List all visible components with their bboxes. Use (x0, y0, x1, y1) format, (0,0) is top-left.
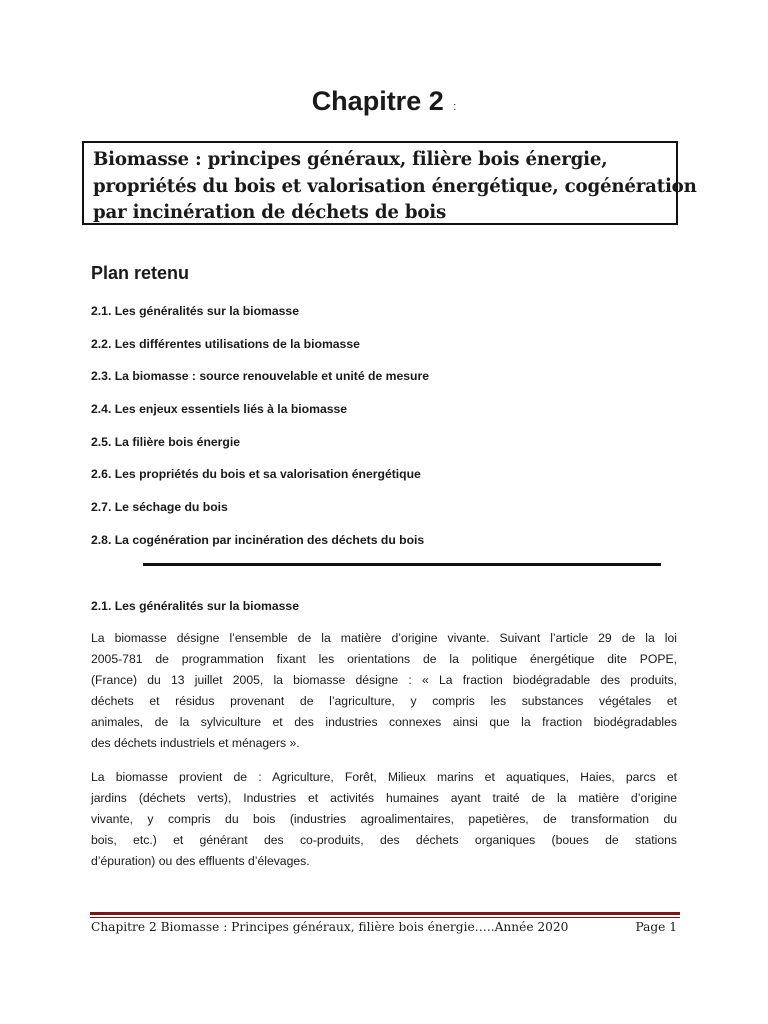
chapter-title-colon: : (453, 101, 457, 113)
chapter-title (0, 86, 768, 117)
paragraph-line: vivante, y compris du bois (industries agroalimentaires, papetières, de transformation du (91, 812, 677, 826)
paragraph-line: d’épuration) ou des effluents d’élevages. (91, 854, 310, 868)
paragraph-line: bois, etc.) et générant des co-produits, des déchets organiques (boues de stations (91, 833, 677, 847)
paragraph-line: 2005-781 de programmation fixant les orientations de la politique énergétique dite POPE, (91, 652, 677, 666)
paragraph-line: La biomasse provient de : Agriculture, Forêt, Milieux marins et aquatiques, Haies, parcs et (91, 770, 677, 784)
subject-line: propriétés du bois et valorisation énergétique, cogénération (93, 175, 697, 197)
paragraph-line: animales, de la sylviculture et des industries connexes ainsi que la fraction biodégradables (91, 715, 677, 729)
plan-title: Plan retenu (91, 263, 190, 283)
plan-item: 2.6. Les propriétés du bois et sa valorisation énergétique (91, 467, 421, 482)
plan-item: 2.2. Les différentes utilisations de la biomasse (91, 336, 360, 351)
subject-line: par incinération de déchets de bois (93, 202, 447, 223)
plan-item: 2.1. Les généralités sur la biomasse (91, 304, 299, 318)
plan-item: 2.8. La cogénération par incinération des déchets du bois (91, 532, 425, 547)
paragraph-biomass-definition (91, 628, 677, 754)
plan-list (91, 304, 429, 566)
section-divider (143, 563, 661, 566)
paragraph-line: déchets et résidus provenant de l’agriculture, y compris les substances végétales et (91, 694, 677, 708)
footer-rule (90, 917, 680, 918)
footer-rule (90, 912, 680, 915)
chapter-title-text: Chapitre 2 (311, 86, 444, 116)
subject-line: Biomasse : principes généraux, filière bois énergie, (93, 149, 608, 170)
page-number: Page 1 (635, 920, 677, 934)
paragraph-line: des déchets industriels et ménagers ». (91, 736, 300, 750)
paragraph-line: La biomasse désigne l’ensemble de la matière d’origine vivante. Suivant l’article 29 de la loi (91, 631, 677, 645)
plan-item: 2.5. La filière bois énergie (91, 434, 241, 449)
chapter-subject-box (82, 141, 697, 225)
plan-item: 2.3. La biomasse : source renouvelable et unité de mesure (91, 369, 429, 384)
section-heading: 2.1. Les généralités sur la biomasse (91, 599, 299, 613)
footer-title: Chapitre 2 Biomasse : Principes généraux, filière bois énergie…..Année 2020 (91, 920, 569, 934)
paragraph-line: jardins (déchets verts), Industries et activités humaines ayant traité de la matière d’origine (91, 791, 677, 805)
plan-item: 2.7. Le séchage du bois (91, 500, 228, 515)
plan-item: 2.4. Les enjeux essentiels liés à la biomasse (91, 402, 348, 417)
paragraph-line: (France) du 13 juillet 2005, la biomasse désigne : « La fraction biodégradable des produits, (91, 673, 677, 687)
paragraph-biomass-sources (91, 767, 677, 872)
